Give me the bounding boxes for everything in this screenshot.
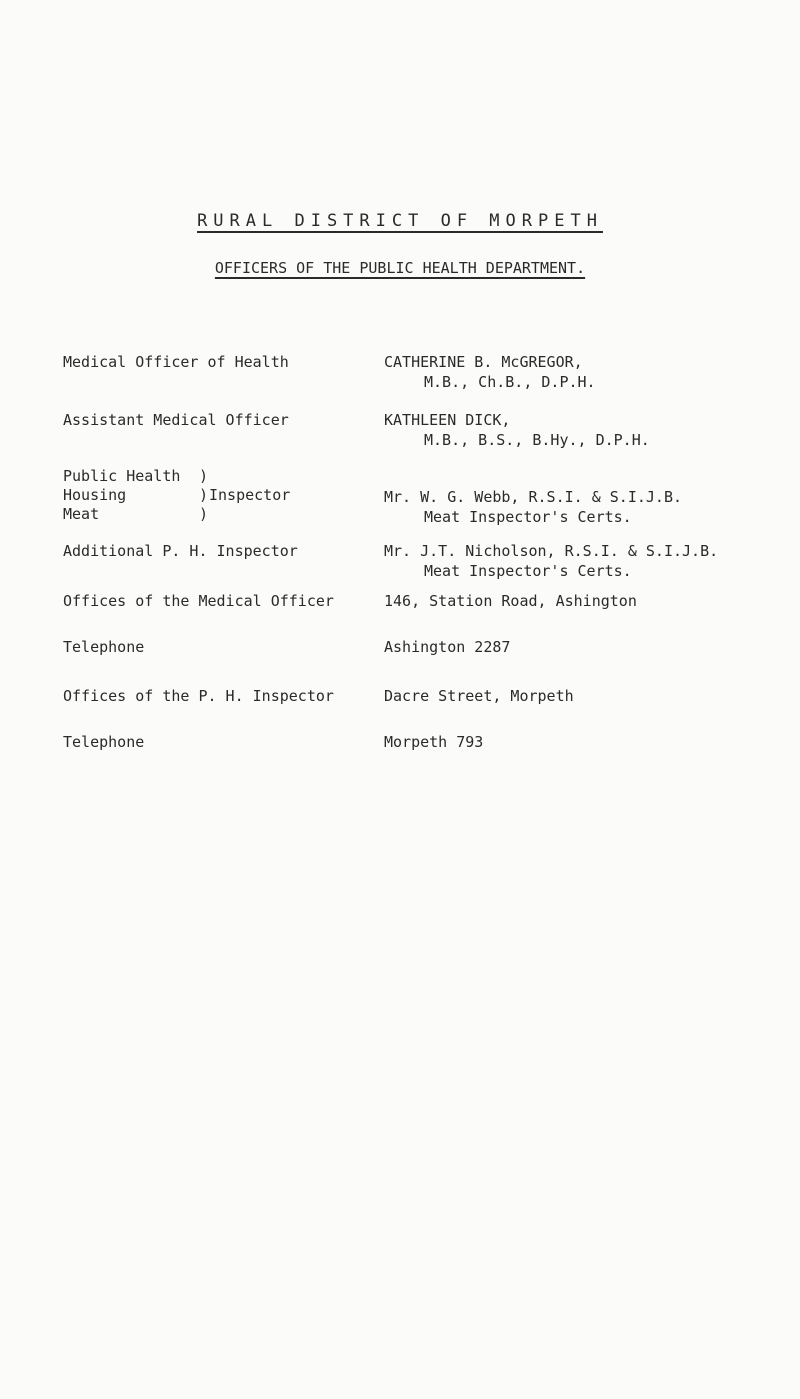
role-housing: Housing	[63, 486, 127, 504]
amo-quals: M.B., B.S., B.Hy., D.P.H.	[424, 431, 650, 449]
value-ph-offices: Dacre Street, Morpeth	[384, 687, 574, 705]
value-additional-inspector	[384, 541, 718, 581]
value-mo-telephone: Ashington 2287	[384, 638, 511, 656]
moh-quals: M.B., Ch.B., D.P.H.	[424, 373, 596, 391]
inspector-roles-block	[63, 467, 290, 524]
value-mo-offices: 146, Station Road, Ashington	[384, 592, 637, 610]
document-title: RURAL DISTRICT OF MORPETH	[197, 211, 603, 231]
inspector-name: Mr. W. G. Webb, R.S.I. & S.I.J.B.	[384, 488, 683, 506]
inspector-quals: Meat Inspector's Certs.	[424, 508, 632, 526]
value-ph-telephone: Morpeth 793	[384, 733, 484, 751]
label-ph-offices: Offices of the P. H. Inspector	[63, 687, 334, 705]
label-ph-telephone: Telephone	[63, 733, 145, 751]
brace-middle: )	[199, 486, 209, 504]
label-additional-inspector: Additional P. H. Inspector	[63, 542, 298, 560]
value-inspector	[384, 487, 682, 527]
role-public-health: Public Health	[63, 467, 181, 485]
value-assistant-medical-officer	[384, 410, 650, 450]
role-meat: Meat	[63, 505, 100, 523]
label-mo-offices: Offices of the Medical Officer	[63, 592, 334, 610]
moh-name: CATHERINE B. McGREGOR,	[384, 353, 583, 371]
additional-quals: Meat Inspector's Certs.	[424, 562, 632, 580]
label-assistant-medical-officer: Assistant Medical Officer	[63, 411, 289, 429]
label-medical-officer: Medical Officer of Health	[63, 353, 289, 371]
label-mo-telephone: Telephone	[63, 638, 145, 656]
document-subtitle: OFFICERS OF THE PUBLIC HEALTH DEPARTMENT.	[214, 259, 586, 277]
role-inspector-title: Inspector	[209, 486, 291, 504]
brace-top: )	[199, 467, 209, 485]
brace-bottom: )	[199, 505, 209, 523]
amo-name: KATHLEEN DICK,	[384, 411, 511, 429]
value-medical-officer	[384, 352, 596, 392]
additional-name: Mr. J.T. Nicholson, R.S.I. & S.I.J.B.	[384, 542, 719, 560]
